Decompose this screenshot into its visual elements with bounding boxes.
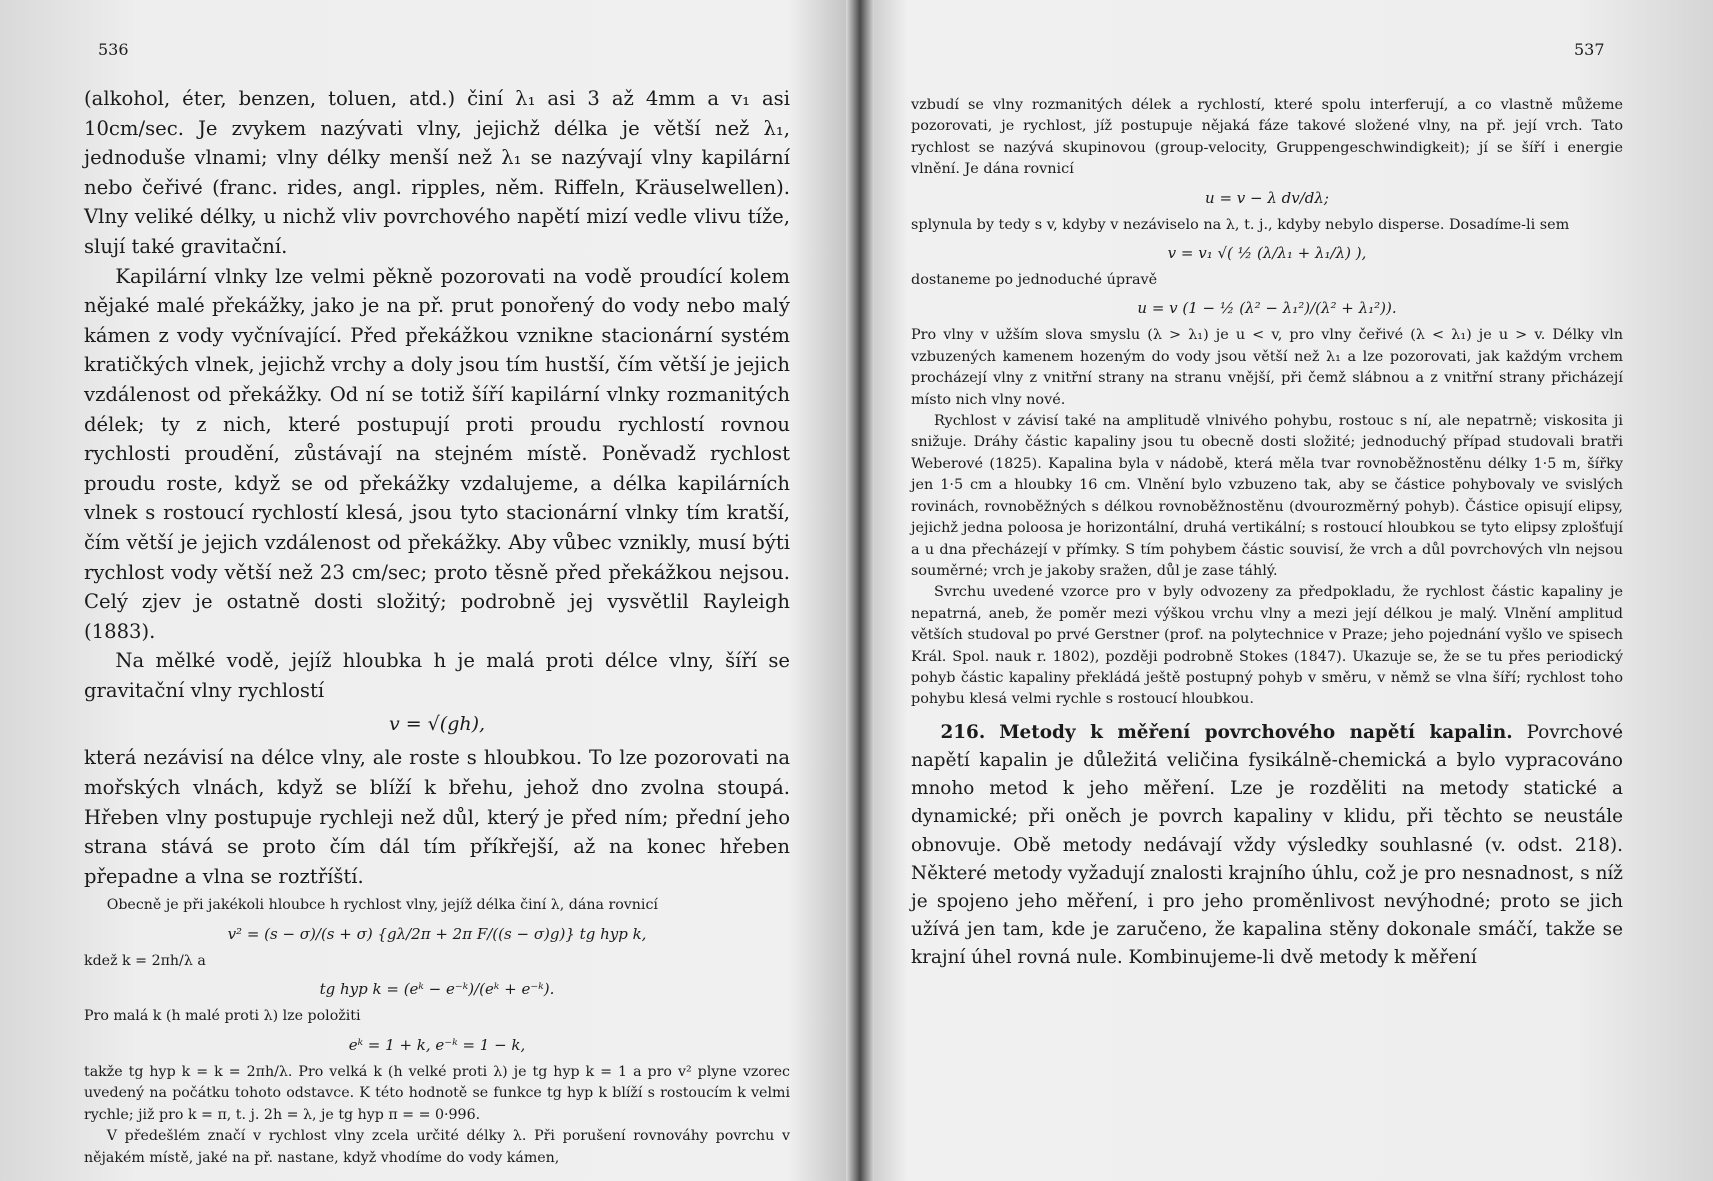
equation: u = v − λ dv/dλ; <box>1205 188 1329 207</box>
equation: tg hyp k = (eᵏ − e⁻ᵏ)/(eᵏ + e⁻ᵏ). <box>319 980 555 999</box>
section-number: 216. <box>940 721 986 743</box>
left-page <box>0 0 846 1181</box>
paragraph: splynula by tedy s v, kdyby v nezáviselo na λ, t. j., kdyby nebylo disperse. Dosadíme-li sem <box>911 216 1570 233</box>
page-number-left: 536 <box>98 40 129 59</box>
equation-prefix: kdež k = 2πh/λ a <box>84 952 206 969</box>
left-page-body <box>84 84 790 1169</box>
equation: eᵏ = 1 + k, e⁻ᵏ = 1 − k, <box>348 1035 526 1054</box>
paragraph: Obecně je při jakékoli hloubce h rychlost vlny, jejíž délka činí λ, dána rovnicí <box>106 897 658 914</box>
paragraph: vzbudí se vlny rozmanitých délek a rychlostí, které spolu interferují, a co vlastně můžeme pozorovati, je rychlost, jíž postupuje nějaká fáze takové složené vlny, na př. její vrch. Tato rychlost se nazývá skupinovou (group-velocity, Gruppengeschwindigkeit); jí se šíří i energie vlnění. Je dána rovnicí <box>911 97 1623 178</box>
book-gutter <box>846 0 874 1181</box>
paragraph: Na mělké vodě, jejíž hloubka h je malá proti délce vlny, šíří se gravitační vlny rychlostí <box>84 649 790 702</box>
section-text: Povrchové napětí kapalin je důležitá veličina fysikálně-chemická a bylo vypracováno mnoho metod k jeho měření. Lze je rozděliti na metody statické a dynamické; při oněch je povrch kapaliny v klidu, při těchto se neustále obnovuje. Obě metody nedávají vždy výsledky souhlasné (v. odst. 218). Některé metody vyžadují znalosti krajního úhlu, což je pro nesnadnost, s níž je spojeno jeho měření, i pro jeho proměnlivost nevýhodné; proto se jich užívá jen tam, kde je zaručeno, že kapalina stěny dokonale smáčí, takže se krajní úhel rovná nule. Kombinujeme-li dvě metody k měření <box>911 721 1623 969</box>
right-page-body <box>911 95 1623 973</box>
page-number-right: 537 <box>1574 40 1605 59</box>
paragraph: (alkohol, éter, benzen, toluen, atd.) činí λ₁ asi 3 až 4mm a v₁ asi 10cm/sec. Je zvykem nazývati vlny, jejichž délka je větší než λ₁, jednoduše vlnami; vlny délky menší než λ₁ se nazývají vlny kapilární nebo čeřivé (franc. rides, angl. ripples, něm. Riffeln, Kräuselwellen). Vlny veliké délky, u nichž vliv povrchového napětí mizí vedle vlivu tíže, slují také gravitační. <box>84 87 790 258</box>
paragraph: V předešlém značí v rychlost vlny zcela určité délky λ. Při porušení rovnováhy povrchu v nějakém místě, jaké na př. nastane, když vhodíme do vody kámen, <box>84 1128 790 1166</box>
paragraph: Kapilární vlnky lze velmi pěkně pozorovati na vodě proudící kolem nějaké malé překážky, jako je na př. prut ponořený do vody nebo malý kámen z vody vyčnívající. Před překážkou vznikne stacionární systém kratičkých vlnek, jejichž vrchy a doly jsou tím hustší, čím větší je jejich vzdálenost od překážky. Od ní se totiž šíří kapilární vlnky rozmanitých délek; ty z nich, které postupují proti proudu rychlostí rovnou rychlosti proudění, zůstávají na stejném místě. Poněvadž rychlost proudu roste, když se od překážky vzdalujeme, a délka kapilárních vlnek s rostoucí rychlostí klesá, jsou tyto stacionární vlnky tím kratší, čím větší je jejich vzdálenost od překážky. Aby vůbec vznikly, musí býti rychlost vody větší než 23 cm/sec; proto těsně před překážkou nejsou. Celý zjev je ostatně dosti složitý; podrobně jej vysvětlil Rayleigh (1883). <box>84 264 790 643</box>
section-title: Metody k měření povrchového napětí kapalin. <box>999 721 1513 743</box>
paragraph: Pro vlny v užším slova smyslu (λ > λ₁) je u < v, pro vlny čeřivé (λ < λ₁) je u > v. Délky vln vzbuzených kamenem hozeným do vody jsou větší než λ₁ a lze pozorovati, jak každým vrchem procházejí vlny z vnitřní strany na stranu vnější, při čemž slábnou a z vnitřní strany přicházejí místo nich vlny nové. <box>911 327 1623 408</box>
equation: v = √(gh), <box>388 713 486 736</box>
right-page <box>874 0 1713 1181</box>
paragraph: Svrchu uvedené vzorce pro v byly odvozeny za předpokladu, že rychlost částic kapaliny je nepatrná, aneb, že poměr mezi výškou vrchu vlny a mezi její délkou je malý. Vlnění amplitud větších studoval po prvé Gerstner (prof. na polytechnice v Praze; jeho pojednání vyšlo ve spisech Král. Spol. nauk r. 1802), později podrobně Stokes (1847). Ukazuje se, že se tu přes periodický pohyb částic kapaliny překládá ještě postupný pohyb v směru, v němž se vlna šíří; rychlost toho pohybu klesá velmi rychle s rostoucí hloubkou. <box>911 584 1623 708</box>
paragraph: která nezávisí na délce vlny, ale roste s hloubkou. To lze pozorovati na mořských vlnách, když se blíží k břehu, jehož dno zvolna stoupá. Hřeben vlny postupuje rychleji než důl, který je před ním; přední jeho strana stává se proto čím dál tím příkřejší, až na konec hřeben přepadne a vlna se roztříští. <box>84 746 790 888</box>
paragraph: takže tg hyp k = k = 2πh/λ. Pro velká k (h velké proti λ) je tg hyp k = 1 a pro v² plyne vzorec uvedený na počátku tohoto odstavce. K této hodnotě se funkce tg hyp k blíží s rostoucím k velmi rychle; již pro k = π, t. j. 2h = λ, je tg hyp π = = 0·996. <box>84 1063 790 1123</box>
equation: v² = (s − σ)/(s + σ) {gλ/2π + 2π F/((s − σ)g)} tg hyp k, <box>227 924 647 943</box>
equation: u = v (1 − ½ (λ² − λ₁²)/(λ² + λ₁²)). <box>1137 299 1397 318</box>
paragraph: Pro malá k (h malé proti λ) lze položiti <box>84 1008 361 1025</box>
paragraph: dostaneme po jednoduché úpravě <box>911 272 1158 289</box>
section-paragraph <box>911 719 1623 973</box>
equation: v = v₁ √( ½ (λ/λ₁ + λ₁/λ) ), <box>1167 244 1367 263</box>
paragraph: Rychlost v závisí také na amplitudě vlnivého pohybu, rostouc s ní, ale nepatrně; viskosita ji snižuje. Dráhy částic kapaliny jsou tu obecně dosti složité; jednoduchý případ studovali bratři Weberové (1825). Kapalina byla v nádobě, která měla tvar rovnoběžnostěnu délky 1·5 m, šířky jen 1·5 cm a hloubky 16 cm. Vlnění bylo vzbuzeno tak, aby se částice pohybovaly ve svislých rovinách, rovnoběžných s délkou rovnoběžnostěnu (dvourozměrný pohyb). Částice opisují elipsy, jejichž jedna poloosa je horizontální, druhá vertikální; s rostoucí hloubkou se tyto elipsy zplošťují a u dna přecházejí v přímky. S tím pohybem částic souvisí, že vrch a důl povrchových vln nejsou souměrné; vrch je jakoby sražen, důl je zase táhlý. <box>911 413 1623 579</box>
